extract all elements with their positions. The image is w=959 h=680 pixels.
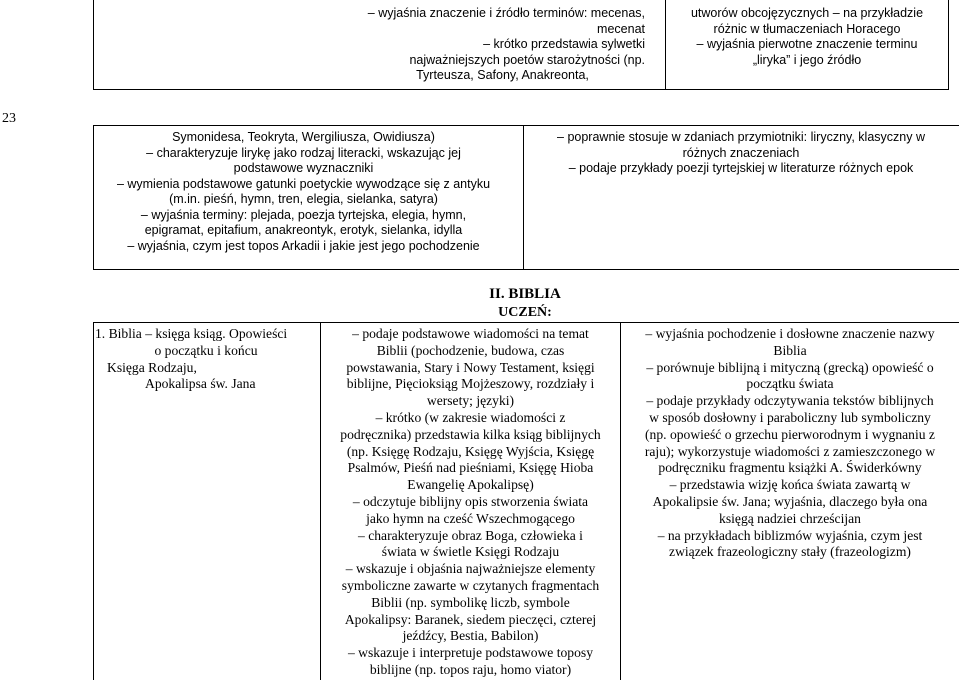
text-line: podstawowe wyznaczniki	[233, 161, 374, 175]
top-table-left-border	[93, 0, 94, 90]
top-table-right-border	[948, 0, 949, 90]
text-line: – podaje przykłady odczytywania tekstów biblijnych	[646, 393, 934, 409]
text-line: związek frazeologiczny stały (frazeologizm)	[669, 544, 911, 560]
text-line: – wyjaśnia, czym jest topos Arkadii i jakie jest jego pochodzenie	[127, 238, 480, 253]
text-line: – wyjaśnia pierwotne znaczenie terminu	[696, 37, 918, 51]
text-line: – poprawnie stosuje w zdaniach przymiotniki: liryczny, klasyczny w	[557, 130, 925, 144]
text-line: wersety; języki)	[426, 393, 515, 409]
text-line: – przedstawia wizję końca świata zawartą w	[669, 477, 911, 493]
text-line: – wyjaśnia znaczenie i źródło terminów: mecenas,	[367, 6, 645, 20]
text-line: (np. opowieść o grzechu pierworodnym i wygnaniu z	[645, 426, 935, 442]
text-line: – porównuje biblijną i mityczną (grecką) opowieść o	[646, 359, 934, 375]
text-line: – wyjaśnia pochodzenie i dosłowne znaczenie nazwy	[645, 326, 935, 341]
section-title: II. BIBLIA	[489, 286, 561, 302]
text-line: – krótko (w zakresie wiadomości z	[375, 409, 566, 425]
text-line: Biblia	[773, 342, 807, 358]
text-line: „liryka” i jego źródło	[752, 52, 862, 67]
text-line: – odczytuje biblijny opis stworzenia świata	[352, 493, 589, 509]
text-line: Biblii (pochodzenie, budowa, czas	[376, 342, 565, 358]
bible-topic-cell	[95, 326, 317, 393]
text-line: powstawania, Stary i Nowy Testament, księgi	[346, 359, 595, 375]
text-line: świata w świetle Księgi Rodzaju	[381, 544, 560, 560]
text-line: różnych znaczeniach	[682, 145, 800, 160]
text-line: symboliczne zawarte w czytanych fragmentach	[341, 577, 600, 593]
bible-table-divider-2	[620, 322, 621, 680]
text-line: Księga Rodzaju,	[107, 359, 197, 375]
text-line: – podaje podstawowe wiadomości na temat	[352, 326, 589, 341]
text-line: Apokalipsie św. Jana; wyjaśnia, dlaczego była ona	[652, 493, 928, 509]
bible-table-top-border	[93, 322, 959, 323]
text-line: w sposób dosłowny i paraboliczny lub symboliczny	[649, 409, 931, 425]
text-line: Ewangelię Apokalipsę)	[407, 477, 534, 493]
text-line: Biblii (np. symbolikę liczb, symbole	[371, 594, 570, 610]
text-line: 1. Biblia – księga ksiąg. Opowieści	[95, 326, 288, 341]
text-line: – wymienia podstawowe gatunki poetyckie wywodzące się z antyku	[116, 176, 491, 191]
middle-left-cell	[96, 130, 511, 254]
text-line: – charakteryzuje obraz Boga, człowieka i	[358, 527, 583, 543]
text-line: najważniejszych poetów starożytności (np.	[409, 52, 645, 67]
text-line: utworów obcojęzycznych – na przykładzie	[690, 6, 924, 20]
bible-table-divider-1	[320, 322, 321, 680]
text-line: (np. Księgę Rodzaju, Księgę Wyjścia, Księgę	[346, 443, 595, 459]
middle-table-bottom-border	[93, 269, 959, 270]
text-line: Psalmów, Pieśń nad pieśniami, Księgę Hioba	[347, 460, 594, 476]
text-line: Apokalipsa św. Jana	[145, 376, 256, 392]
text-line: – charakteryzuje lirykę jako rodzaj literacki, wskazując jej	[146, 145, 461, 160]
top-left-cell	[300, 6, 645, 84]
text-line: podręczniku fragmentu książki A. Świderkówny	[658, 460, 922, 476]
text-line: Symonidesa, Teokryta, Wergiliusza, Owidiusza)	[172, 130, 435, 144]
text-line: początku świata	[746, 376, 834, 392]
text-line: – krótko przedstawia sylwetki	[483, 37, 645, 51]
bible-extended-requirements-cell	[622, 326, 958, 561]
text-line: o początku i końcu	[154, 342, 258, 358]
bible-basic-requirements-cell	[322, 326, 619, 679]
text-line: biblijne, Pięcioksiąg Mojżeszowy, rozdziały i	[346, 376, 595, 392]
text-line: epigramat, epitafium, anakreontyk, erotyk, sielanka, idylla	[144, 223, 463, 237]
middle-table-top-border	[93, 125, 959, 126]
top-right-cell	[667, 6, 947, 68]
text-line: Apokalipsy: Baranek, siedem pieczęci, czterej	[344, 611, 597, 627]
bible-table-left-border	[93, 322, 94, 680]
top-table-divider	[665, 0, 666, 90]
text-line: (m.in. pieśń, hymn, tren, elegia, sielanka, satyra)	[169, 192, 438, 206]
middle-table-divider	[523, 125, 524, 270]
text-line: – wskazuje i interpretuje podstawowe toposy	[347, 645, 593, 661]
page-number: 23	[2, 111, 16, 126]
text-line: jako hymn na cześć Wszechmogącego	[366, 510, 575, 526]
student-label: UCZEŃ:	[498, 305, 552, 320]
middle-right-cell	[526, 130, 956, 177]
text-line: podręcznika) przedstawia kilka ksiąg biblijnych	[340, 426, 601, 442]
text-line: – wskazuje i objaśnia najważniejsze elementy	[345, 561, 596, 577]
text-line: różnic w tłumaczeniach Horacego	[713, 21, 901, 36]
text-line: – na przykładach biblizmów wyjaśnia, czym jest	[657, 527, 923, 543]
text-line: Tyrteusza, Safony, Anakreonta,	[416, 68, 589, 82]
text-line: biblijne (np. topos raju, homo viator)	[369, 661, 572, 677]
text-line: – wyjaśnia terminy: plejada, poezja tyrtejska, elegia, hymn,	[140, 207, 467, 222]
text-line: – podaje przykłady poezji tyrtejskiej w literaturze różnych epok	[568, 161, 914, 175]
text-line: raju); wykorzystuje wiadomości z zamieszczonego w	[644, 443, 936, 459]
top-table-bottom-border	[93, 89, 949, 90]
text-line: księgą nadziei chrześcijan	[719, 510, 861, 526]
text-line: mecenat	[597, 21, 645, 36]
text-line: jeźdźcy, Bestia, Babilon)	[402, 628, 539, 644]
middle-table-left-border	[93, 125, 94, 270]
